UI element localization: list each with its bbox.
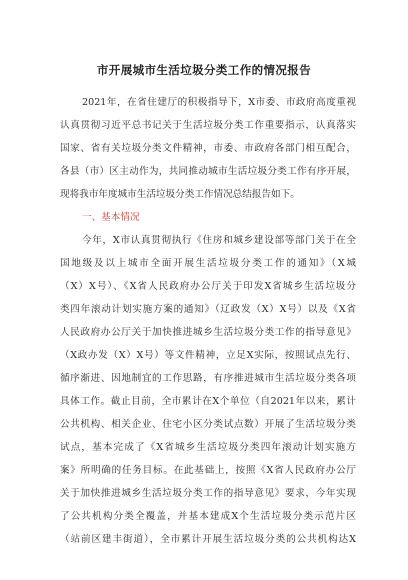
section-line: 人民政府办公厅关于加快推进城乡生活垃圾分类工作的指导意见》 bbox=[60, 327, 356, 338]
section-heading: 一、基本情况 bbox=[82, 212, 140, 223]
section-line: （X政办发（X）X号）等文件精神，立足X实际，按照试点先行、 bbox=[60, 350, 356, 361]
section-line: 今年，X市认真贯彻执行《住房和城乡建设部等部门关于在全 bbox=[82, 235, 356, 246]
section-line: （X）X号）、《X省人民政府办公厅关于印发X省城乡生活垃圾分 bbox=[60, 281, 356, 292]
section-line: 循序渐进、因地制宜的工作思路，有序推进城市生活垃圾分类各项 bbox=[60, 373, 356, 384]
section-line: 试点，基本完成了《X省城乡生活垃圾分类四年滚动计划实施方 bbox=[60, 442, 356, 453]
section-line: 了公共机构分类全覆盖，并基本建成X个生活垃圾分类示范片区 bbox=[60, 511, 356, 522]
section-line: 关于加快推进城乡生活垃圾分类工作的指导意见》要求，今年实现 bbox=[60, 488, 356, 499]
paragraph-line: 现将我市年度城市生活垃圾分类工作情况总结报告如下。 bbox=[60, 189, 300, 200]
section-line: 国地级及以上城市全面开展生活垃圾分类工作的通知》（X城 bbox=[60, 258, 356, 269]
section-line: （站前区建丰街道），全市累计开展生活垃圾分类的公共机构达X bbox=[60, 534, 356, 545]
document-title: 市开展城市生活垃圾分类工作的情况报告 bbox=[96, 63, 312, 77]
section-line: 案》所明确的任务目标。在此基础上，按照《X省人民政府办公厅 bbox=[60, 465, 356, 476]
paragraph-line: 认真贯彻习近平总书记关于生活垃圾分类工作重要指示，认真落实 bbox=[60, 120, 356, 131]
paragraph-line: 各县（市）区主动作为，共同推动城市生活垃圾分类工作有序开展， bbox=[60, 166, 356, 177]
section-line: 具体工作。截止目前，全市累计在X个单位（自2021年以来，累计 bbox=[60, 396, 356, 407]
section-line: 类四年滚动计划实施方案的通知》（辽政发（X）X号）以及《X省 bbox=[60, 304, 356, 315]
section-line: 公共机构、相关企业、住宅小区分类试点数）开展了生活垃圾分类 bbox=[60, 419, 356, 430]
paragraph-line: 2021年，在省住建厅的积极指导下，X市委、市政府高度重视 bbox=[82, 97, 356, 108]
paragraph-line: 国家、省有关垃圾分类文件精神，市委、市政府各部门相互配合， bbox=[60, 143, 356, 154]
